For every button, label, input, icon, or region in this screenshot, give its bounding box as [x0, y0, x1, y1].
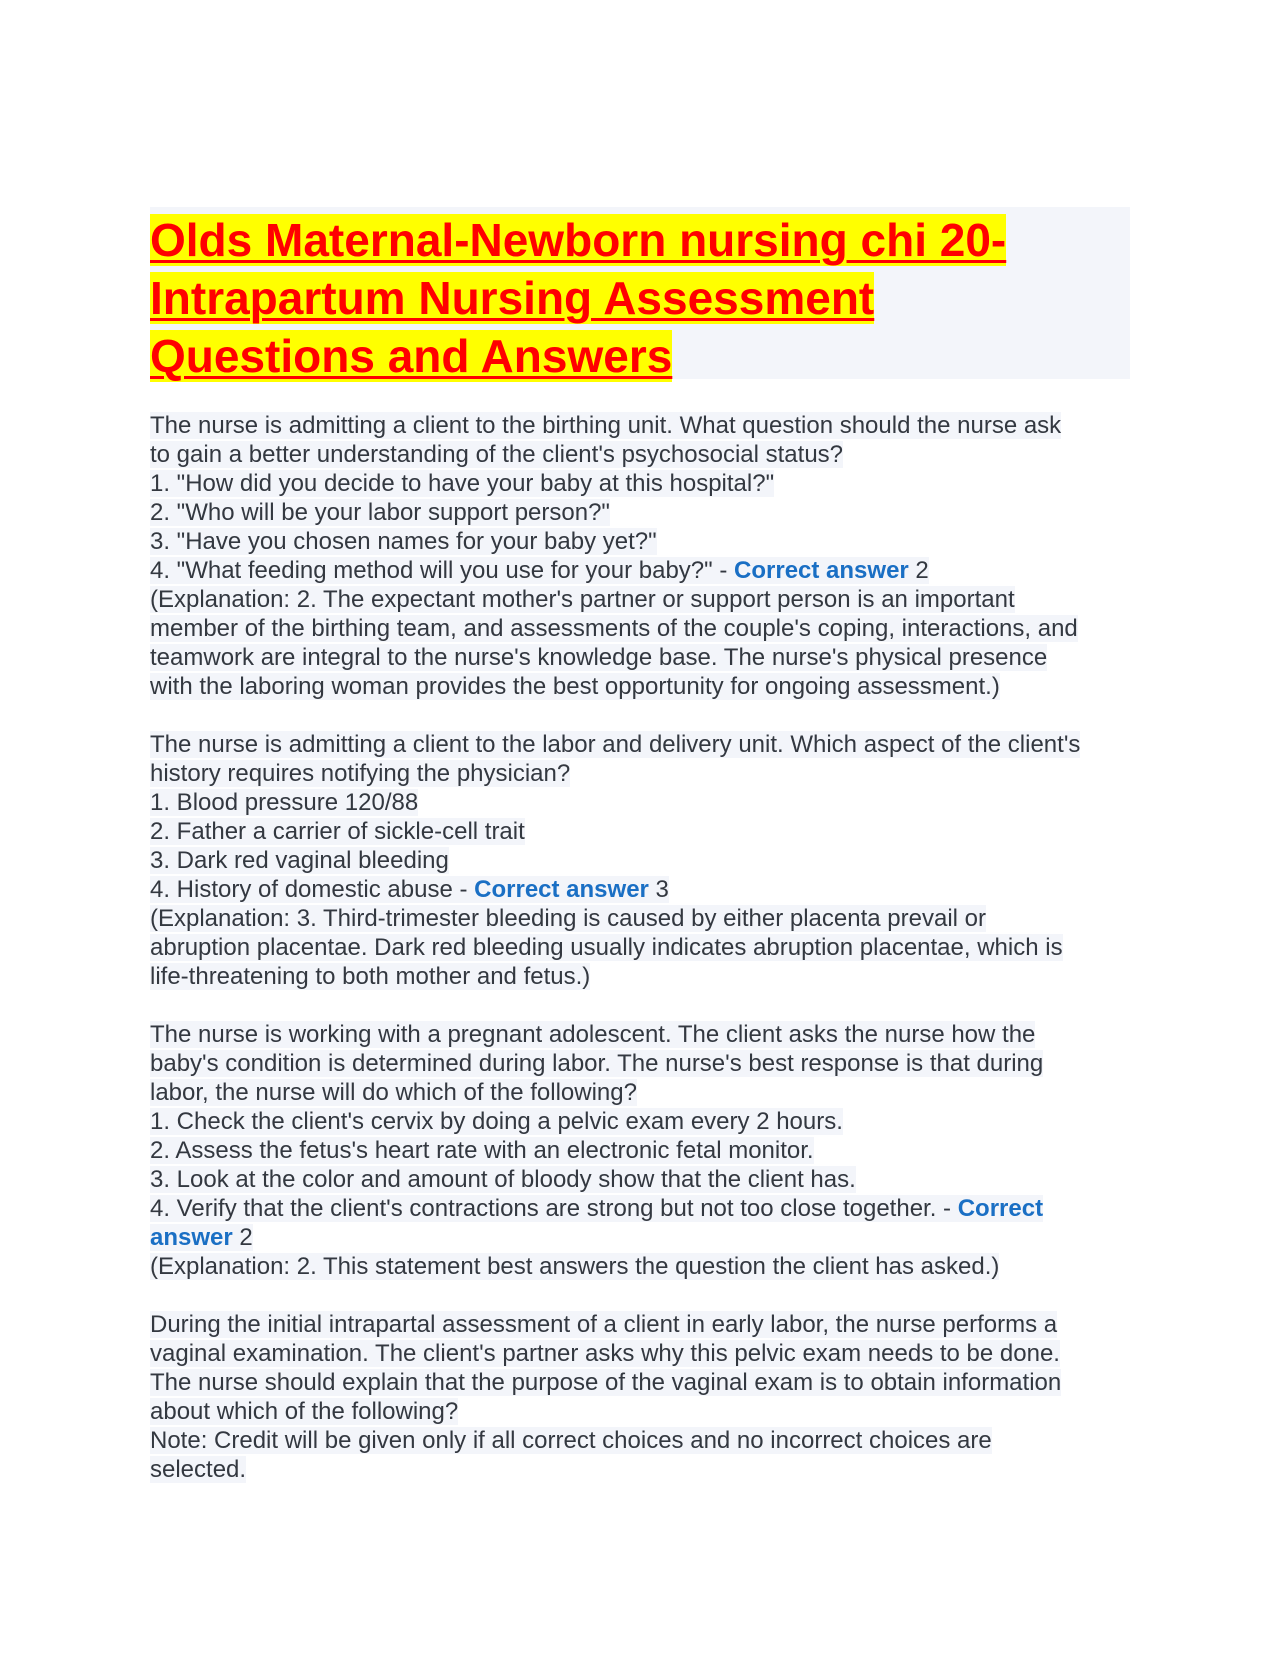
explanation-line: teamwork are integral to the nurse's knowledge base. The nurse's physical presence	[150, 644, 1048, 671]
question-stem-line: history requires notifying the physician?	[150, 760, 571, 787]
answer-option: 3. Dark red vaginal bleeding	[150, 847, 449, 874]
explanation-line: (Explanation: 2. The expectant mother's partner or support person is an important	[150, 586, 1015, 613]
question-stem-line: baby's condition is determined during labor. The nurse's best response is that during	[150, 1050, 1044, 1077]
document-title	[150, 207, 1130, 385]
question-note-line: selected.	[150, 1456, 247, 1483]
answer-option: 2. Assess the fetus's heart rate with an electronic fetal monitor.	[150, 1137, 814, 1164]
title-line: Intrapartum Nursing Assessment	[150, 272, 875, 324]
correct-answer-value: 3	[648, 876, 669, 903]
correct-answer-value: 2	[232, 1224, 253, 1251]
question-stem-line: The nurse is admitting a client to the labor and delivery unit. Which aspect of the client's	[150, 731, 1081, 758]
question-stem-line: The nurse is working with a pregnant adolescent. The client asks the nurse how the	[150, 1021, 1036, 1048]
title-block	[150, 207, 1130, 382]
answer-option: 1. "How did you decide to have your baby at this hospital?"	[150, 470, 775, 497]
answer-option: 1. Check the client's cervix by doing a pelvic exam every 2 hours.	[150, 1108, 843, 1135]
option-text: 4. "What feeding method will you use for your baby?" -	[150, 557, 735, 584]
answer-option-continued	[150, 1223, 1130, 1252]
correct-answer-value: 2	[908, 557, 929, 584]
title-line: Olds Maternal-Newborn nursing chi 20-	[150, 214, 1007, 266]
answer-option: 3. "Have you chosen names for your baby yet?"	[150, 528, 657, 555]
answer-option: 3. Look at the color and amount of bloody show that the client has.	[150, 1166, 856, 1193]
option-text: 4. Verify that the client's contractions are strong but not too close together. -	[150, 1195, 958, 1222]
answer-option	[150, 556, 1130, 585]
explanation-line: with the laboring woman provides the best opportunity for ongoing assessment.)	[150, 673, 1000, 700]
correct-answer-label: Correct answer	[474, 876, 649, 903]
answer-option	[150, 875, 1130, 904]
question-block	[150, 1020, 1130, 1281]
question-stem-line: vaginal examination. The client's partner asks why this pelvic exam needs to be done.	[150, 1340, 1060, 1367]
explanation-line: abruption placentae. Dark red bleeding usually indicates abruption placentae, which is	[150, 934, 1063, 961]
question-stem-line: During the initial intrapartal assessment of a client in early labor, the nurse performs a	[150, 1311, 1058, 1338]
title-line: Questions and Answers	[150, 330, 673, 382]
question-stem-line: The nurse should explain that the purpose of the vaginal exam is to obtain information	[150, 1369, 1062, 1396]
question-stem-line: about which of the following?	[150, 1398, 459, 1425]
answer-option: 1. Blood pressure 120/88	[150, 789, 419, 816]
explanation-line: life-threatening to both mother and fetus.)	[150, 963, 591, 990]
question-stem-line: to gain a better understanding of the client's psychosocial status?	[150, 441, 844, 468]
explanation-line: member of the birthing team, and assessments of the couple's coping, interactions, and	[150, 615, 1078, 642]
option-text: 4. History of domestic abuse -	[150, 876, 475, 903]
correct-answer-label: Correct	[957, 1195, 1044, 1222]
question-stem-line: The nurse is admitting a client to the birthing unit. What question should the nurse ask	[150, 412, 1062, 439]
answer-option: 2. "Who will be your labor support person?"	[150, 499, 610, 526]
correct-answer-label: Correct answer	[734, 557, 909, 584]
question-note-line: Note: Credit will be given only if all correct choices and no incorrect choices are	[150, 1427, 992, 1454]
explanation-line: (Explanation: 2. This statement best answers the question the client has asked.)	[150, 1253, 1000, 1280]
answer-option	[150, 1194, 1130, 1223]
question-block	[150, 730, 1130, 991]
explanation-line: (Explanation: 3. Third-trimester bleeding is caused by either placenta prevail or	[150, 905, 986, 932]
question-block	[150, 411, 1130, 701]
question-block	[150, 1310, 1130, 1484]
correct-answer-label: answer	[150, 1224, 233, 1251]
question-stem-line: labor, the nurse will do which of the following?	[150, 1079, 637, 1106]
answer-option: 2. Father a carrier of sickle-cell trait	[150, 818, 525, 845]
questions-content	[150, 411, 1130, 1513]
